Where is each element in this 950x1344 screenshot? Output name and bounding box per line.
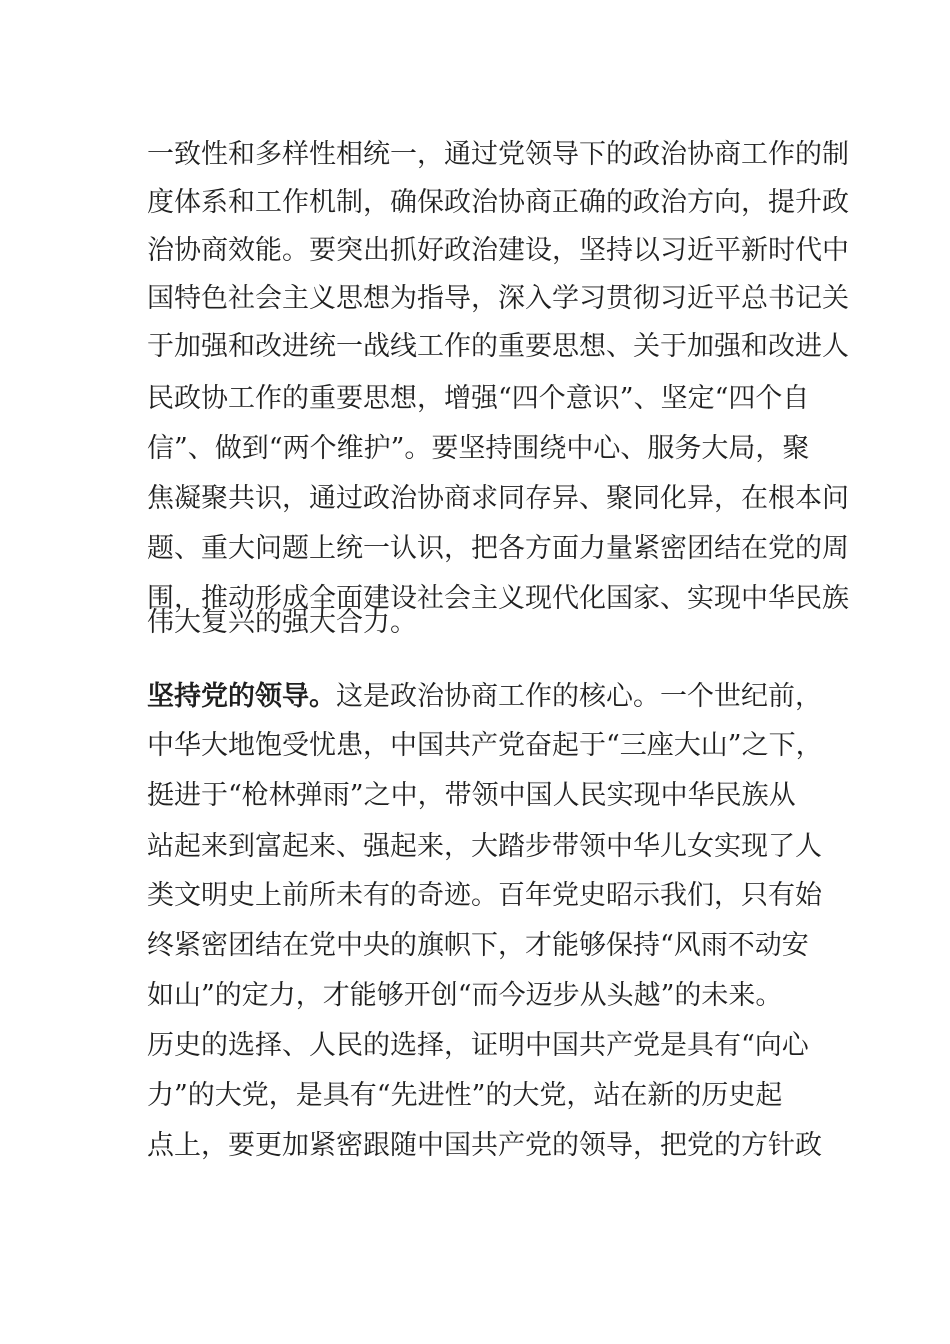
paragraph-heading: 坚持党的领导。 — [147, 681, 336, 712]
body-text-line: 题、重大问题上统一认识，把各方面力量紧密团结在党的周 — [147, 533, 849, 564]
body-text-line: 于加强和改进统一战线工作的重要思想、关于加强和改进人 — [147, 331, 849, 362]
body-text-line: 力”的大党，是具有“先进性”的大党，站在新的历史起 — [147, 1080, 783, 1111]
heading-line-text: 这是政治协商工作的核心。一个世纪前， — [336, 681, 822, 712]
body-text-line: 中华大地饱受忧患，中国共产党奋起于“三座大山”之下， — [147, 730, 823, 761]
body-text-line: 类文明史上前所未有的奇迹。百年党史昭示我们，只有始 — [147, 880, 822, 911]
body-text-line: 终紧密团结在党中央的旗帜下，才能够保持“风雨不动安 — [147, 930, 809, 961]
body-text-line: 历史的选择、人民的选择，证明中国共产党是具有“向心 — [147, 1030, 809, 1061]
body-text-line: 挺进于“枪林弹雨”之中，带领中国人民实现中华民族从 — [147, 780, 796, 811]
body-text-line: 信”、做到“两个维护”。要坚持围绕中心、服务大局，聚 — [147, 433, 810, 464]
body-text-line: 一致性和多样性相统一，通过党领导下的政治协商工作的制 — [147, 139, 849, 170]
body-text-line: 围，推动形成全面建设社会主义现代化国家、实现中华民族 — [147, 583, 849, 614]
paragraph-heading-line — [147, 672, 822, 722]
body-text-line: 民政协工作的重要思想，增强“四个意识”、坚定“四个自 — [147, 383, 810, 414]
body-text-line: 治协商效能。要突出抓好政治建设，坚持以习近平新时代中 — [147, 235, 849, 266]
body-text-line: 如山”的定力，才能够开创“而今迈步从头越”的未来。 — [147, 980, 783, 1011]
body-text-line: 焦凝聚共识，通过政治协商求同存异、聚同化异，在根本问 — [147, 483, 849, 514]
body-text-line: 站起来到富起来、强起来，大踏步带领中华儿女实现了人 — [147, 831, 822, 862]
body-text-line: 度体系和工作机制，确保政治协商正确的政治方向，提升政 — [147, 187, 849, 218]
body-text-line: 伟大复兴的强大合力。 — [147, 607, 417, 638]
body-text-line: 国特色社会主义思想为指导，深入学习贯彻习近平总书记关 — [147, 283, 849, 314]
body-text-line: 点上，要更加紧密跟随中国共产党的领导，把党的方针政 — [147, 1130, 822, 1161]
